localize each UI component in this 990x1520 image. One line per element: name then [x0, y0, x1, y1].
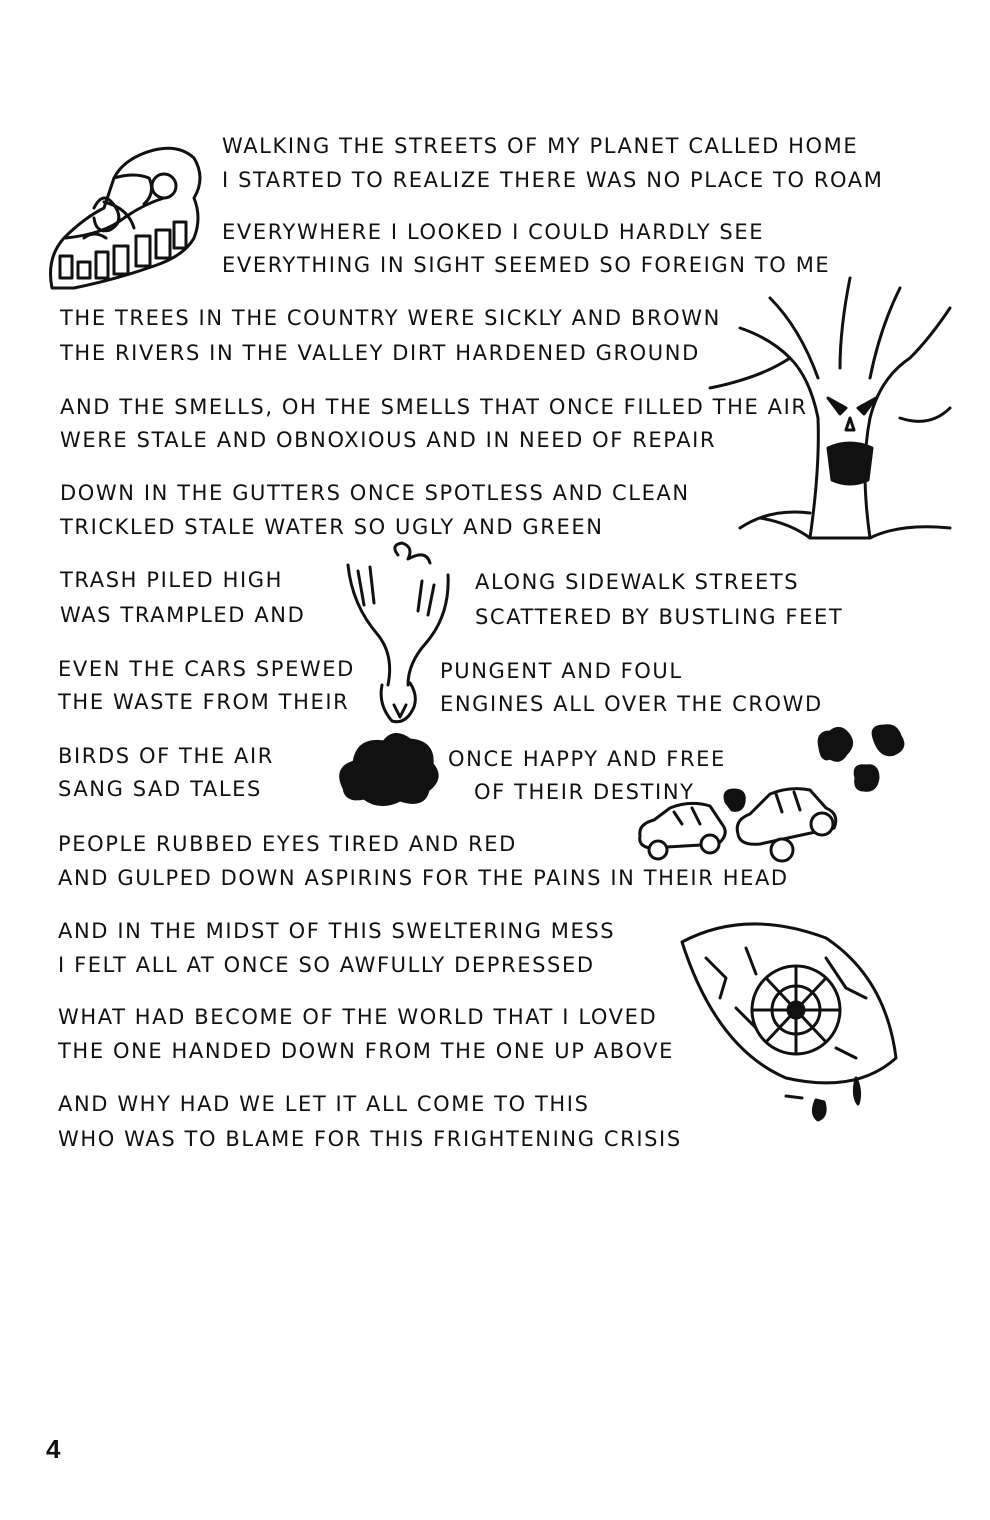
- poem-line: OF THEIR DESTINY: [474, 780, 695, 804]
- page-number: 4: [46, 1434, 61, 1464]
- poem-line: ENGINES ALL OVER THE CROWD: [440, 692, 823, 716]
- poem-line: TRASH PILED HIGH: [60, 568, 284, 592]
- poem-line: WHAT HAD BECOME OF THE WORLD THAT I LOVED: [58, 1005, 658, 1029]
- trash-hands-illustration: [338, 545, 458, 730]
- poem-line: WAS TRAMPLED AND: [60, 603, 306, 627]
- cracked-eye-illustration: [676, 918, 906, 1128]
- poem-line: AND GULPED DOWN ASPIRINS FOR THE PAINS IN THEIR HEAD: [58, 866, 789, 890]
- poem-line: EVERYWHERE I LOOKED I COULD HARDLY SEE: [222, 220, 765, 244]
- poem-line: I FELT ALL AT ONCE SO AWFULLY DEPRESSED: [58, 953, 595, 977]
- poem-line: SANG SAD TALES: [58, 777, 262, 801]
- poem-line: AND IN THE MIDST OF THIS SWELTERING MESS: [58, 919, 616, 943]
- poem-line: WHO WAS TO BLAME FOR THIS FRIGHTENING CRISIS: [58, 1127, 682, 1151]
- poem-line: PEOPLE RUBBED EYES TIRED AND RED: [58, 832, 517, 856]
- poem-line: ONCE HAPPY AND FREE: [448, 747, 726, 771]
- smoke-blot-illustration: [334, 728, 444, 810]
- poem-line: THE WASTE FROM THEIR: [58, 690, 350, 714]
- poem-line: THE ONE HANDED DOWN FROM THE ONE UP ABOVE: [58, 1039, 674, 1063]
- poem-line: ALONG SIDEWALK STREETS: [475, 570, 800, 594]
- poem-line: SCATTERED BY BUSTLING FEET: [475, 605, 844, 629]
- poem-line: EVERYTHING IN SIGHT SEEMED SO FOREIGN TO ME: [222, 253, 831, 277]
- cars-exhaust-illustration: [630, 724, 915, 869]
- poem-line: AND WHY HAD WE LET IT ALL COME TO THIS: [58, 1092, 590, 1116]
- poem-line: EVEN THE CARS SPEWED: [58, 657, 355, 681]
- poem-line: WERE STALE AND OBNOXIOUS AND IN NEED OF REPAIR: [60, 428, 717, 452]
- poem-line: I STARTED TO REALIZE THERE WAS NO PLACE TO ROAM: [222, 168, 884, 192]
- poem-line: THE TREES IN THE COUNTRY WERE SICKLY AND BROWN: [60, 306, 721, 330]
- poem-line: PUNGENT AND FOUL: [440, 659, 683, 683]
- dead-tree-illustration: [700, 268, 960, 558]
- poem-line: AND THE SMELLS, OH THE SMELLS THAT ONCE FILLED THE AIR: [60, 395, 808, 419]
- sneaker-city-illustration: [44, 138, 214, 298]
- poem-line: DOWN IN THE GUTTERS ONCE SPOTLESS AND CLEAN: [60, 481, 690, 505]
- poem-line: WALKING THE STREETS OF MY PLANET CALLED HOME: [222, 134, 859, 158]
- poem-line: BIRDS OF THE AIR: [58, 744, 274, 768]
- poem-line: THE RIVERS IN THE VALLEY DIRT HARDENED GROUND: [60, 341, 700, 365]
- poem-line: TRICKLED STALE WATER SO UGLY AND GREEN: [60, 515, 604, 539]
